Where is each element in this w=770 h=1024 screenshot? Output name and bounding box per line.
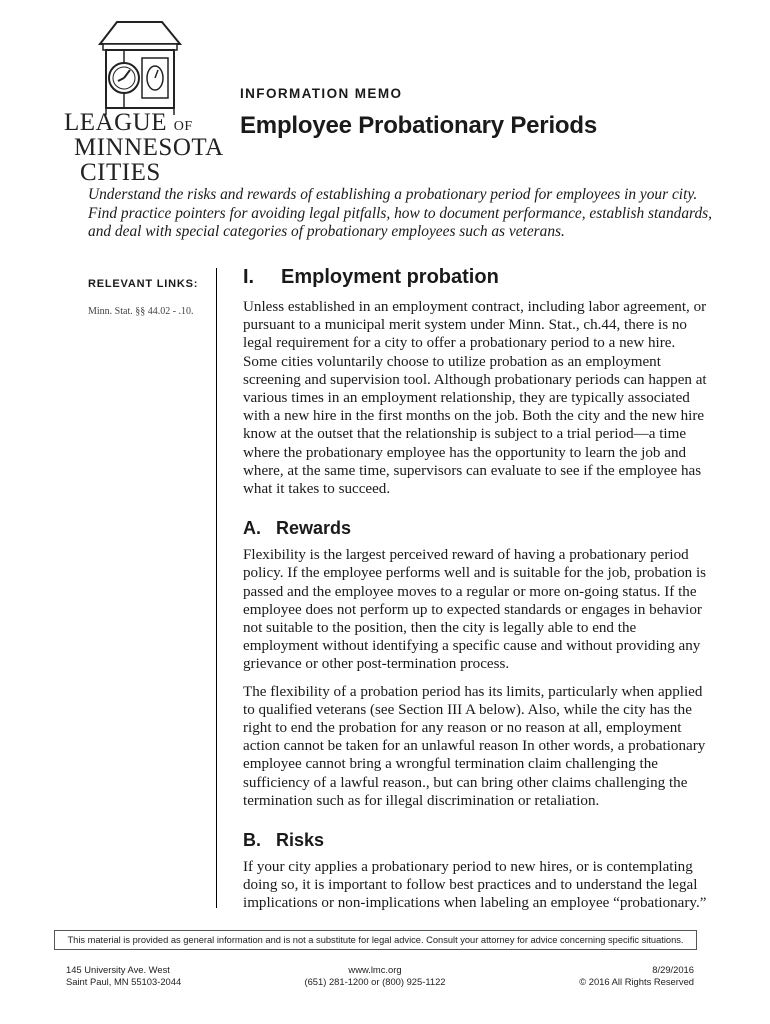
intro-paragraph: Understand the risks and rewards of establishing a probationary period for employees in your city. Find practice pointers for avoiding legal pitfalls, how to document performance, establish standards, and deal with special categories of probationary employees such as veterans.	[88, 186, 712, 240]
rewards-paragraph-2: The flexibility of a probation period has its limits, particularly when applied to qualified veterans (see Section III A below). Also, while the city has the right to end the probation for any reason or no reason at all, employment action cannot be taken for an unlawful reason In other words, a probationary employee cannot bring a wrongful termination claim challenging the sufficiency of a lawful reason., but can bring other claims challenging the termination such as for illegal discrimination or retaliation.	[243, 683, 706, 809]
section-employment-heading: I. Employment probation	[243, 266, 499, 288]
risks-paragraph: If your city applies a probationary period to new hires, or is contemplating doing so, it is important to follow best practices and to understand the legal implications or non-implications when labeling an employee “probationary.”	[243, 859, 707, 912]
section-risks-heading: B. Risks	[243, 830, 325, 851]
employment-paragraph: Unless established in an employment contract, including labor agreement, or pursuant to a municipal merit system under Minn. Stat., ch.44, there is no legal requirement for a city to offer a probationary period to a new hire. Some cities voluntarily choose to utilize probation as an employment screening and supervision tool. Although probationary periods can happen at various times in an employment relationship, they are typically associated with a new hire in the first months on the job. Both the city and the new hire know at the outset that the relationship is subject to a trial period—a time where the probationary employee has the opportunity to learn the job and where, at the same time, supervisors can evaluate to see if the employee has what it takes to succeed.	[243, 299, 707, 498]
page-title: Employee Probationary Periods	[240, 112, 597, 139]
footer-contact	[300, 964, 450, 988]
logo-line-cities: CITIES	[80, 159, 161, 186]
main-content	[243, 264, 713, 913]
footer-date-copyright: 8/29/2016 © 2016 All Rights Reserved	[579, 964, 694, 987]
league-logo	[62, 20, 224, 186]
legal-disclaimer: This material is provided as general information and is not a substitute for legal advice. Consult your attorney for advice concerning specific situations.	[54, 930, 697, 950]
clock-tower-icon	[62, 20, 212, 115]
memo-label: INFORMATION MEMO	[240, 86, 403, 101]
statute-link[interactable]: Minn. Stat. §§ 44.02 - .10.	[88, 306, 194, 317]
column-divider	[216, 268, 217, 908]
footer-website-link[interactable]: www.lmc.org	[348, 964, 402, 975]
section-rewards-heading: A. Rewards	[243, 518, 352, 539]
footer-phone: (651) 281-1200 or (800) 925-1122	[304, 976, 446, 987]
logo-line-minnesota: MINNESOTA	[74, 134, 224, 161]
relevant-links-heading: RELEVANT LINKS:	[88, 278, 199, 290]
footer-address: 145 University Ave. West Saint Paul, MN 55103-2044	[66, 964, 182, 987]
rewards-paragraph-1: Flexibility is the largest perceived reward of having a probationary period policy. If the employee performs well and is suitable for the job, probation is passed and the employee moves to a regular or more on-going status. If the employee does not perform up to expected standards or engages in behavior not suitable to the position, then the city is legally able to end the employment without identifying a specific cause and without providing any grievance or other post-termination process.	[243, 547, 707, 673]
logo-line-league: LEAGUE OF	[64, 109, 193, 136]
